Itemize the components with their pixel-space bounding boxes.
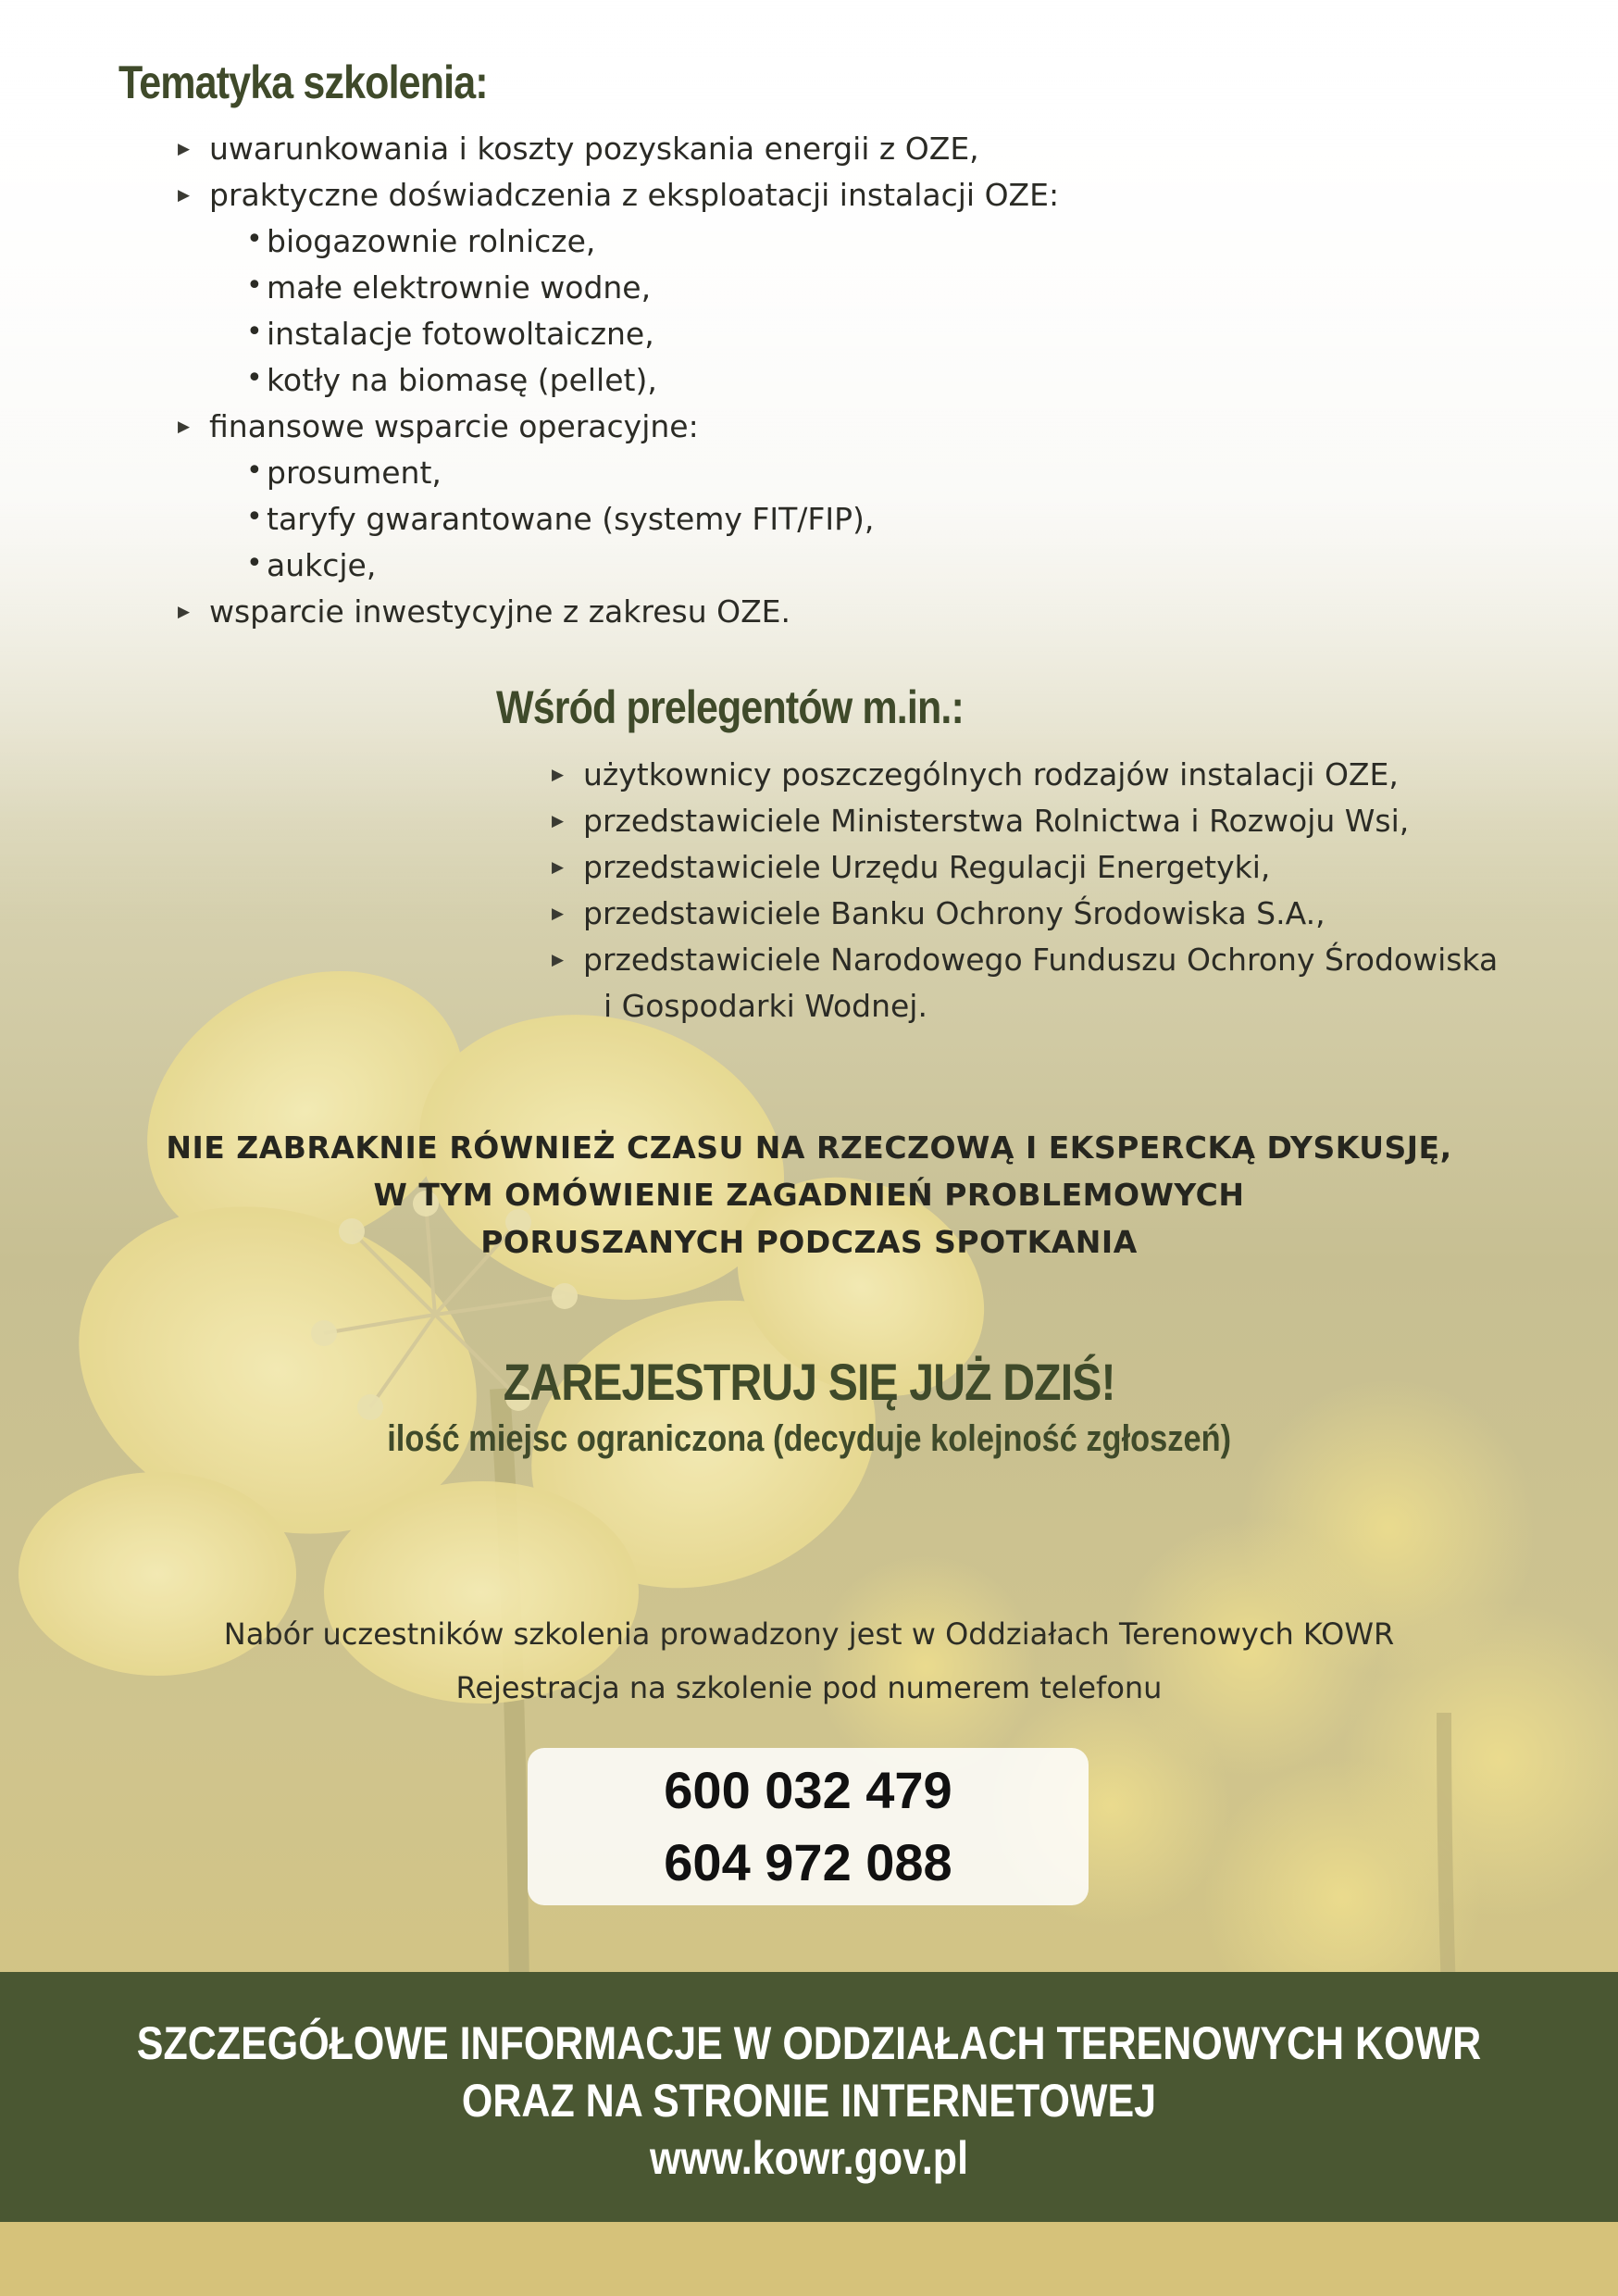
topic-item: ▶ praktyczne doświadczenia z eksploatacji instalacji OZE: xyxy=(209,172,1059,218)
footer-banner xyxy=(0,1972,1618,2222)
topic-item: ▶ finansowe wsparcie operacyjne: xyxy=(209,404,1059,450)
speakers-list xyxy=(583,752,1498,1029)
footer-website-link[interactable]: www.kowr.gov.pl xyxy=(649,2132,969,2184)
phone-number[interactable]: 604 972 088 xyxy=(664,1833,952,1891)
speaker-item: ▶ przedstawiciele Banku Ochrony Środowiska S.A., xyxy=(583,891,1498,937)
topics-heading: Tematyka szkolenia: xyxy=(118,56,488,108)
footer-info-line: ORAZ NA STRONIE INTERNETOWEJ xyxy=(461,2075,1157,2127)
topics-list xyxy=(209,126,1059,635)
topic-subitem: • biogazownie rolnicze, xyxy=(267,218,1059,265)
topic-item: ▶ wsparcie inwestycyjne z zakresu OZE. xyxy=(209,589,1059,635)
topic-item: ▶ uwarunkowania i koszty pozyskania energii z OZE, xyxy=(209,126,1059,172)
registration-info xyxy=(0,1607,1618,1715)
footer-info-line: SZCZEGÓŁOWE INFORMACJE W ODDZIAŁACH TERENOWYCH KOWR xyxy=(136,2017,1482,2069)
speaker-item: ▶ użytkownicy poszczególnych rodzajów instalacji OZE, xyxy=(583,752,1498,798)
speaker-item: ▶ przedstawiciele Urzędu Regulacji Energetyki, xyxy=(583,844,1498,891)
speakers-heading: Wśród prelegentów m.in.: xyxy=(496,681,964,733)
discussion-line: PORUSZANYCH PODCZAS SPOTKANIA xyxy=(480,1224,1138,1260)
phone-numbers-box xyxy=(528,1748,1089,1905)
topic-subitem: • taryfy gwarantowane (systemy FIT/FIP), xyxy=(267,496,1059,543)
topic-subitem: • aukcje, xyxy=(267,543,1059,589)
register-subtitle: ilość miejsc ograniczona (decyduje kolejność zgłoszeń) xyxy=(387,1418,1231,1459)
speaker-item: ▶ przedstawiciele Ministerstwa Rolnictwa i Rozwoju Wsi, xyxy=(583,798,1498,844)
phone-number[interactable]: 600 032 479 xyxy=(664,1761,952,1819)
discussion-line: W TYM OMÓWIENIE ZAGADNIEŃ PROBLEMOWYCH xyxy=(373,1177,1245,1213)
topic-subitem: • kotły na biomasę (pellet), xyxy=(267,357,1059,404)
register-cta xyxy=(0,1352,1618,1412)
info-line: Nabór uczestników szkolenia prowadzony jest w Oddziałach Terenowych KOWR xyxy=(223,1616,1395,1652)
speaker-item: ▶ przedstawiciele Narodowego Funduszu Ochrony Środowiska xyxy=(583,937,1498,983)
register-title: ZAREJESTRUJ SIĘ JUŻ DZIŚ! xyxy=(503,1353,1115,1411)
discussion-line: NIE ZABRAKNIE RÓWNIEŻ CZASU NA RZECZOWĄ I EKSPERCKĄ DYSKUSJĘ, xyxy=(166,1129,1452,1166)
topic-subitem: • prosument, xyxy=(267,450,1059,496)
info-line: Rejestracja na szkolenie pod numerem telefonu xyxy=(455,1670,1163,1705)
speaker-item-continuation: i Gospodarki Wodnej. xyxy=(604,988,927,1024)
topic-subitem: • małe elektrownie wodne, xyxy=(267,265,1059,311)
discussion-note xyxy=(0,1124,1618,1266)
topic-subitem: • instalacje fotowoltaiczne, xyxy=(267,311,1059,357)
